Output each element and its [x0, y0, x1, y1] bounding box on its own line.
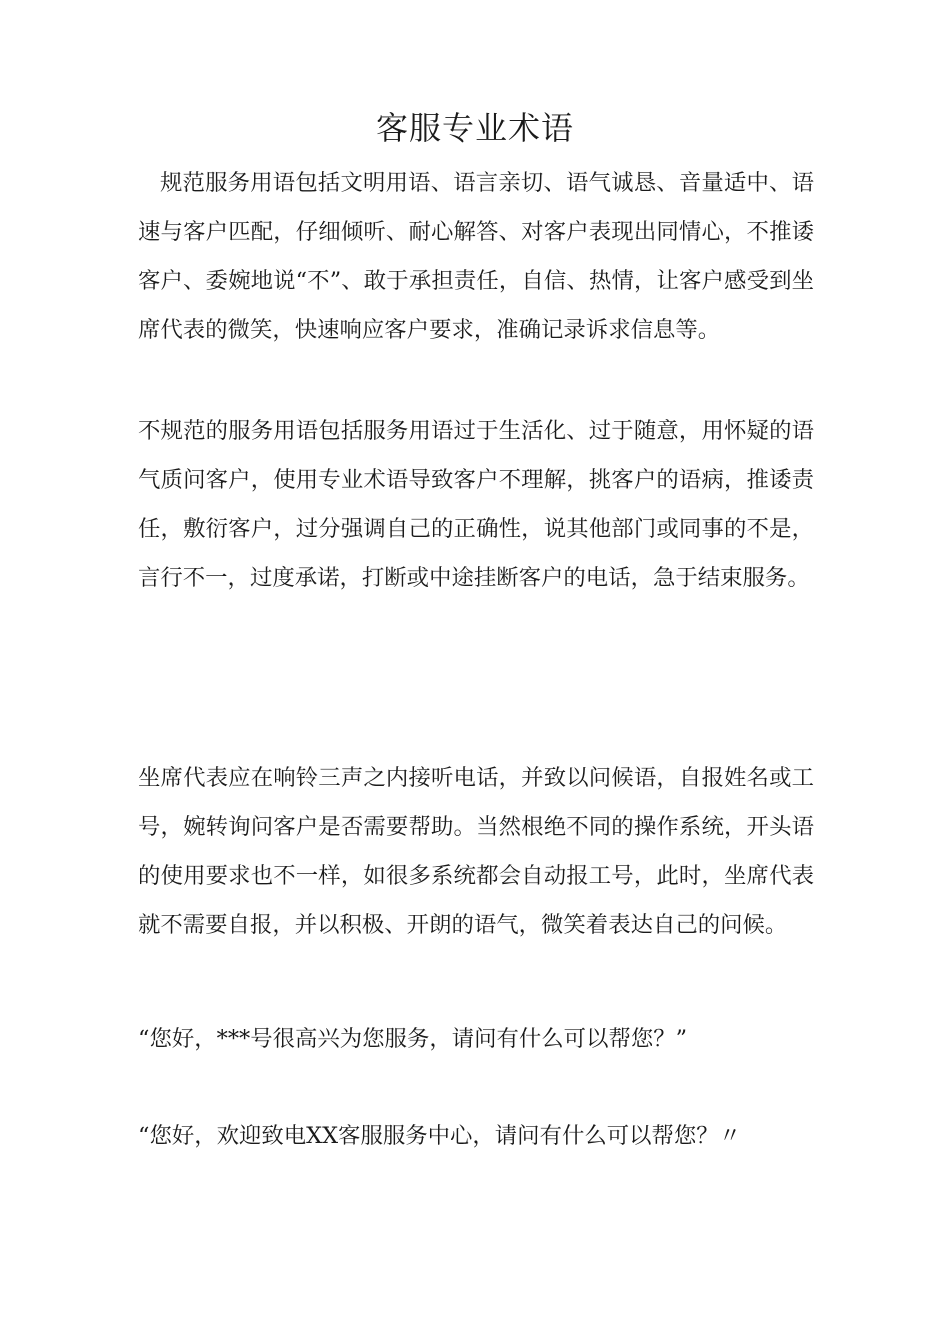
paragraph-nonstandard-service-language: 不规范的服务用语包括服务用语过于生活化、过于随意，用怀疑的语气质问客户，使用专业术语导致客户不理解，挑客户的语病，推诿责任，敷衍客户，过分强调自己的正确性，说其他部门或同事的不是，言行不一，过度承诺，打断或中途挂断客户的电话，急于结束服务。 [138, 418, 814, 591]
paragraph-standard-service-language: 规范服务用语包括文明用语、语言亲切、语气诚恳、音量适中、语速与客户匹配，仔细倾听、耐心解答、对客户表现出同情心，不推诿客户、委婉地说“不”、敢于承担责任，自信、热情，让客户感受到坐席代表的微笑，快速响应客户要求，准确记录诉求信息等。 [138, 170, 814, 343]
greeting-example-1: “您好，***号很高兴为您服务，请问有什么可以帮您？” [138, 1026, 688, 1052]
paragraph-greeting-requirements: 坐席代表应在响铃三声之内接听电话，并致以问候语，自报姓名或工号，婉转询问客户是否需要帮助。当然根绝不同的操作系统，开头语的使用要求也不一样，如很多系统都会自动报工号，此时，坐席代表就不需要自报，并以积极、开朗的语气，微笑着表达自己的问候。 [138, 765, 814, 938]
greeting-example-2: “您好，欢迎致电XX客服服务中心，请问有什么可以帮您？〃 [138, 1123, 742, 1149]
document-title: 客服专业术语 [375, 109, 574, 147]
